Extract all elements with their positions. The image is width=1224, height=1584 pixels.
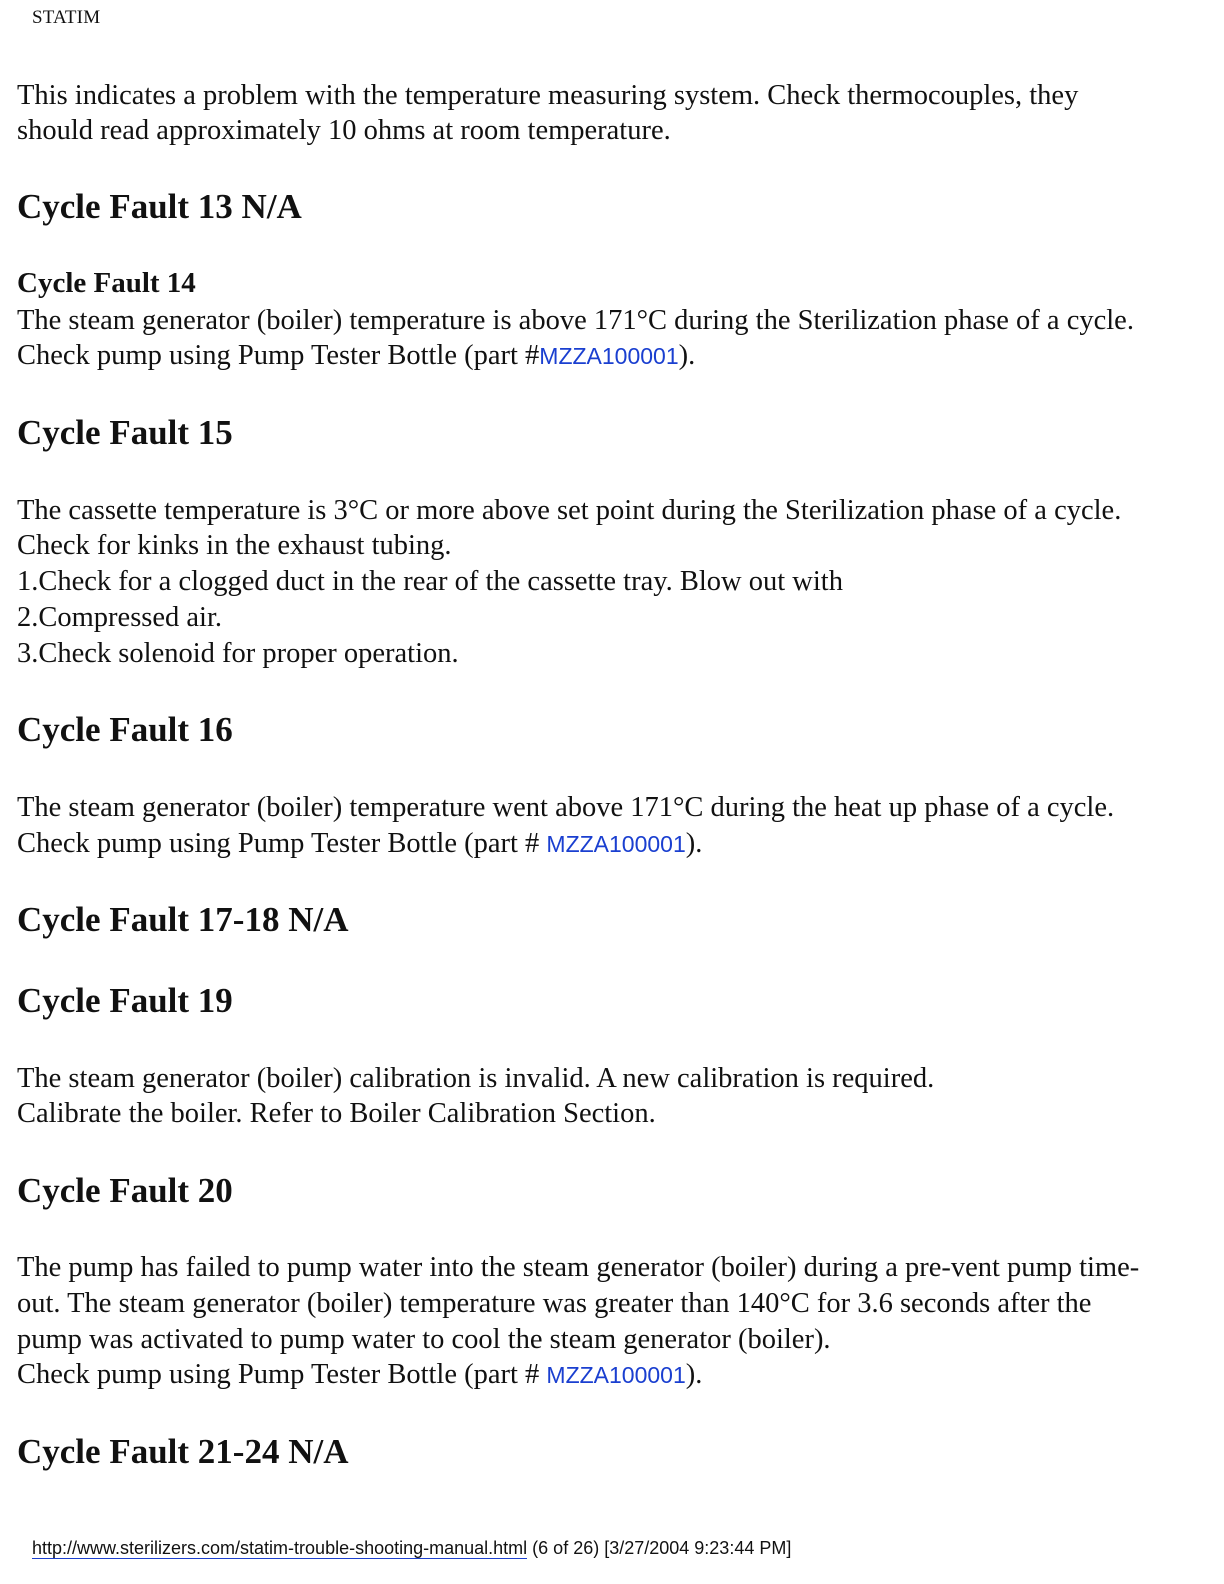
heading-cycle-fault-16: Cycle Fault 16 <box>17 710 233 749</box>
page-footer <box>32 1537 791 1559</box>
fault-15-step-2: 2.Compressed air. <box>17 602 223 633</box>
heading-cycle-fault-21-24: Cycle Fault 21-24 N/A <box>17 1432 349 1471</box>
heading-cycle-fault-20: Cycle Fault 20 <box>17 1171 233 1210</box>
fault-15-line-1: The cassette temperature is 3°C or more above set point during the Sterilization phase of a cycle. <box>17 495 1122 526</box>
fault-20-line-4 <box>17 1357 702 1394</box>
fault-20-line-4-text: Check pump using Pump Tester Bottle (part # <box>17 1359 547 1390</box>
heading-cycle-fault-17-18: Cycle Fault 17-18 N/A <box>17 900 349 939</box>
fault-15-step-1: 1.Check for a clogged duct in the rear of the cassette tray. Blow out with <box>17 566 843 597</box>
heading-cycle-fault-15: Cycle Fault 15 <box>17 413 233 452</box>
fault-20-line-2: out. The steam generator (boiler) temperature was greater than 140°C for 3.6 seconds after the <box>17 1288 1092 1319</box>
fault-20-line-3: pump was activated to pump water to cool the steam generator (boiler). <box>17 1324 831 1355</box>
footer-url-link[interactable]: http://www.sterilizers.com/statim-trouble-shooting-manual.html <box>32 1538 528 1558</box>
fault-20-line-1: The pump has failed to pump water into the steam generator (boiler) during a pre-vent pump time- <box>17 1252 1140 1283</box>
fault-16-line-1: The steam generator (boiler) temperature went above 171°C during the heat up phase of a cycle. <box>17 792 1115 823</box>
part-number-link[interactable]: MZZA100001 <box>539 343 679 369</box>
fault-20-line-4-end: ). <box>685 1359 703 1390</box>
intro-line-1: This indicates a problem with the temperature measuring system. Check thermocouples, they <box>17 80 1079 111</box>
fault-16-line-2-end: ). <box>685 828 703 859</box>
heading-cycle-fault-14: Cycle Fault 14 <box>17 267 196 299</box>
intro-line-2: should read approximately 10 ohms at room temperature. <box>17 115 671 146</box>
fault-15-line-2: Check for kinks in the exhaust tubing. <box>17 530 452 561</box>
fault-16-line-2-text: Check pump using Pump Tester Bottle (part # <box>17 828 547 859</box>
fault-19-line-1: The steam generator (boiler) calibration is invalid. A new calibration is required. <box>17 1063 935 1094</box>
fault-14-line-2-end: ). <box>678 340 696 371</box>
fault-15-step-3: 3.Check solenoid for proper operation. <box>17 638 459 669</box>
fault-14-line-2 <box>17 338 695 375</box>
part-number-link[interactable]: MZZA100001 <box>546 1362 686 1388</box>
fault-16-line-2 <box>17 826 702 863</box>
heading-cycle-fault-13: Cycle Fault 13 N/A <box>17 187 302 226</box>
fault-14-line-1: The steam generator (boiler) temperature is above 171°C during the Sterilization phase of a cycle. <box>17 305 1134 336</box>
fault-14-line-2-text: Check pump using Pump Tester Bottle (part # <box>17 340 540 371</box>
heading-cycle-fault-19: Cycle Fault 19 <box>17 981 233 1020</box>
footer-page-info: (6 of 26) [3/27/2004 9:23:44 PM] <box>527 1538 792 1558</box>
page-header-title: STATIM <box>32 7 101 28</box>
fault-19-line-2: Calibrate the boiler. Refer to Boiler Calibration Section. <box>17 1098 656 1129</box>
part-number-link[interactable]: MZZA100001 <box>546 831 686 857</box>
